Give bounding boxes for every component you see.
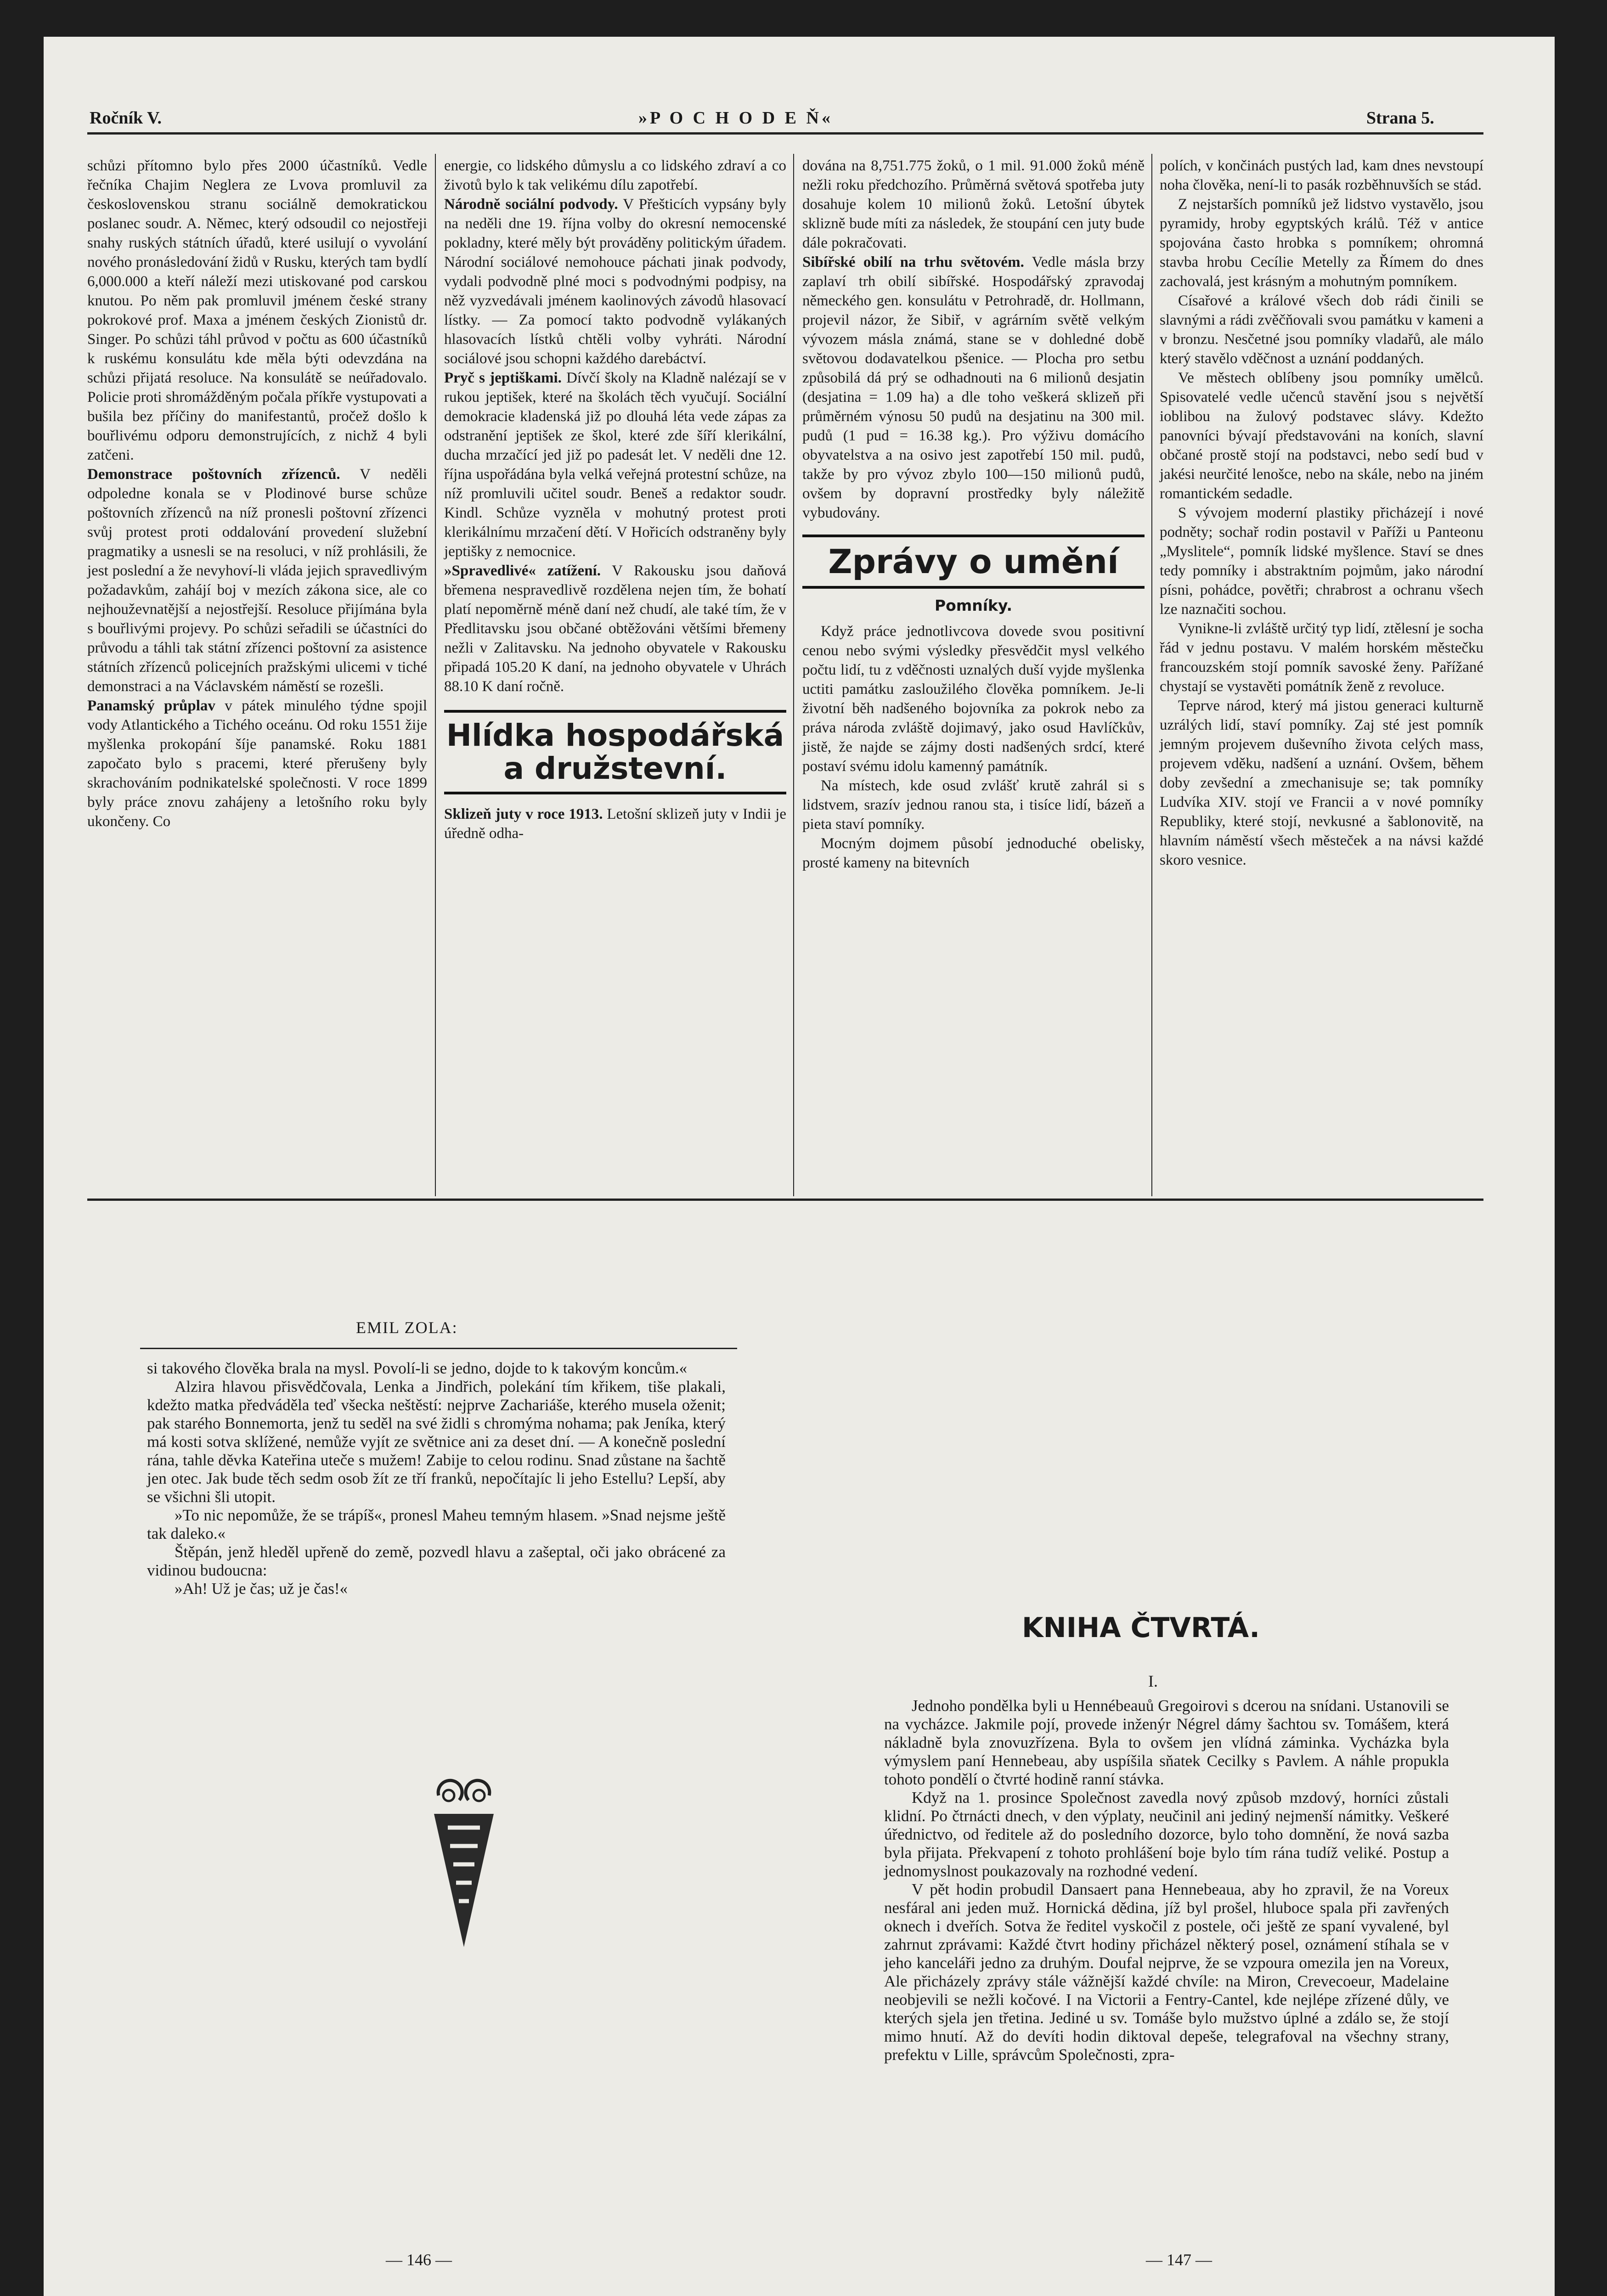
news-column-2 <box>444 156 786 843</box>
article-text: Když práce jednotlivcova dovede svou positivní cenou nebo svými výsledky přesvědčit mysl velkého počtu lidí, tu z vděčnosti uznalých duší vyjde myšlenka uctiti památku zasloužilého člověka pomníkem. Je-li životní běh nadšeného bojovníka za pokrok nebo za práva národa zvláště dojimavý, jako osud Havlíčkův, jistě, že najde se zájmy dosti nadšených srdcí, které postaví svému idolu kamenný památník. <box>802 623 1145 775</box>
article-heading: Sibířské obilí na trhu světovém. <box>802 254 1024 270</box>
article-text: Ve městech oblíbeny jsou pomníky umělců. Spisovatelé vedle učenců stavění jsou s největší ioblibou na žulový podstavec slávy. Kdežto panovníci bývají představováni na koních, slavní občané prostě stojí na podstavci, nebo sedí bud v jakési neurčité lenošce, nebo na skále, nebo na jiném romantickém sedadle. <box>1160 370 1483 502</box>
page-number-right: — 147 — <box>1146 2251 1212 2269</box>
article-text: V neděli odpoledne konala se v Plodinové burse schůze poštovních zřízenců na níž pronesli poštovní zřízenci svůj protest proti oddalování provedení služební pragmatiky a usnesli se na resoluci, v níž prohlásili, že jest poslední a že nevyhoví-li vláda jejich spravedlivým požadavkům, zahájí boj v mezích zákona sice, ale co nejhouževnatější a nejostřejší. Resoluce přijímána byla s bouřlivými projevy. Po schůzi seřadili se účastníci do průvodu a táhli tak státní zřízenci poštovní za asistence státních zřízenců policejních pražskými ulicemi v tiché demonstraci a na Václavském náměstí se rozešli. <box>87 466 427 695</box>
novel-paragraph: si takového člověka brala na mysl. Povolí-li se jedno, dojde to k takovým koncům.« <box>147 1359 688 1377</box>
article-text: Mocným dojmem působí jednoduché obelisky, prosté kameny na bitevních <box>802 835 1145 871</box>
novel-paragraph: »Ah! Už je čas; už je čas!« <box>175 1580 348 1598</box>
article-heading: Národně sociální podvody. <box>444 196 618 213</box>
volume-label: Ročník V. <box>90 108 162 128</box>
novel-paragraph: »To nic nepomůže, že se trápíš«, pronesl Maheu temným hlasem. »Snad nejsme ještě tak daleko.« <box>147 1506 726 1542</box>
article-heading: Sklizeň juty v roce 1913. <box>444 806 603 822</box>
column-divider <box>793 154 794 1196</box>
article-text: polích, v končinách pustých lad, kam dnes nevstoupí noha člověka, není-li to pasák rozběhnuvších se stád. <box>1160 158 1483 193</box>
article-body <box>444 561 786 696</box>
article-body <box>444 195 786 368</box>
article-text: Z nejstarších pomníků jež lidstvo vystavělo, jsou pyramidy, hroby egyptských králů. Též v antice spojována často hrobka s pomníkem; ohromná stavba hrobu Cecílie Metelly za Římem do dnes zachovalá, jest krásným a mohutným pomníkem. <box>1160 196 1483 290</box>
article-text: V Přešticích vypsány byly na neděli dne 19. října volby do okresní nemocenské pokladny, které měly být prováděny politickým úřadem. Národní sociálové nemohouce páchati jinak podvody, vydali podvodně plné moci s podvodnými podpisy, na něž vyzvedávali jménem kaolinových závodů hlasovací lístky. — Za pomocí takto podvodně vylákaných hlasovacích lístků chtěli volby vyhráti. Národní sociálové jsou schopni každého darebáctví. <box>444 196 787 367</box>
page-number-left: — 146 — <box>386 2251 452 2269</box>
article-heading: Pryč s jeptiškami. <box>444 370 562 386</box>
article-text: dována na 8,751.775 žoků, o 1 mil. 91.000 žoků méně nežli roku předchozího. Průměrná světová spotřeba juty dosahuje kolem 10 milionů žoků. Letošní úbytek sklizně bude míti za následek, že stoupání cen juty bude dále pokračovati. <box>802 158 1145 251</box>
column-divider <box>1151 154 1152 1196</box>
feuilleton-rule <box>87 1199 1483 1201</box>
novel-left-page <box>147 1359 726 1598</box>
news-column-3 <box>802 156 1145 872</box>
article-text: Vynikne-li zvláště určitý typ lidí, ztělesní je socha řád v jednu postavu. V malém horském městečku francouzském stojí pomník savoské ženy. Pařížané chystají se vystavěti pomátník ženě z revoluce. <box>1160 620 1483 695</box>
article-text: Vedle másla brzy zaplaví trh obilí sibířské. Hospodářský zpravodaj německého gen. konsulátu v Petrohradě, dr. Hollmann, projevil názor, že Sibiř, v agrárním světě velkým vývozem másla známá, stane se v dohledné době světovou dodavatelkou pšenice. — Plocha pro setbu způsobilá dá prý se odhadnouti na 6 milionů desjatin (desjatina = 1.09 ha) a dle toho veškerá sklizeň při průměrném výnosu 50 pudů na desjatinu na 300 mil. pudů (1 pud = 16.38 kg.). Pro výživu domácího obyvatelstva a na osivo jest zapotřebí 150 mil. pudů, takže by pro vývoz zbylo 100—150 milionů pudů, ovšem by dopravní prostředky byly náležitě vybudovány. <box>802 254 1145 521</box>
news-column-1 <box>87 156 427 831</box>
subsection-title: Pomníky. <box>934 597 1012 614</box>
article-text: v pátek minulého týdne spojil vody Atlantického a Tichého oceánu. Od roku 1551 žije myšlenka prokopání šíje panamské. Roku 1881 započato bylo s pracemi, které přerušeny byly skrachováním podnikatelské společnosti. V roce 1899 byly práce znovu zahájeny a letošního roku byly ukončeny. Co <box>87 698 428 830</box>
article-heading: Demonstrace poštovních zřízenců. <box>87 466 340 483</box>
page-label: Strana 5. <box>1366 108 1434 128</box>
novel-right-page <box>884 1697 1449 2064</box>
article-heading: Panamský průplav <box>87 698 215 714</box>
article-heading: »Spravedlivé« zatížení. <box>444 563 601 579</box>
article-body <box>87 696 427 831</box>
newspaper-page <box>44 37 1555 2296</box>
novel-paragraph: V pět hodin probudil Dansaert pana Hennebeaua, aby ho zpravil, že na Voreux nesfáral ani jeden muž. Hornická dědina, jíž byl prošel, hluboce spala při zavřených oknech i dveřích. Sotva že ředitel vyskočil z postele, oči ještě ze spaní vyvalené, byl zahrnut zprávami: Každé čtvrt hodiny přicházel některý posel, oznámení stíhala se v jeho kanceláři jedno za druhým. Doufal nejprve, že se vzpoura omezila jen na Voreux, Ale přicházely zprávy stále vážnější každé chvíle: na Miron, Crevecoeur, Madelaine neobjevili se nežli kočové. I na Victorii a Fentry-Cantel, kde nejlépe zřízené důly, ve kterých sjela jen třetina. Jediné u sv. Tomáše bylo mužstvo úplné a zdálo se, že stojí mimo hnutí. Až do devíti hodin diktoval depeše, telegrafoval na všechny strany, prefektu v Lille, správcům Společnosti, zpra- <box>884 1880 1449 2064</box>
section-heading-box <box>444 710 786 794</box>
novel-paragraph: Když na 1. prosince Společnost zavedla nový způsob mzdový, horníci zůstali klidní. Po čtrnácti dnech, v den výplaty, neučinil ani jediný nejmenší námitky. Veškeré úřednictvo, od ředitele až do posledního dozorce, bylo toho domnění, že nová sazba byla přijata. Překvapení z tohoto prohlášení boje bylo tím rána tudíž veliké. Postup a jednomyslnost poukazovaly na rozhodné vedení. <box>884 1789 1449 1880</box>
article-text: Dívčí školy na Kladně nalézají se v rukou jeptišek, které na školách těch vyučují. Sociální demokracie kladenská již po dlouhá léta vede zápas za odstranění jeptišek ze škol, které zde šíří klerikální, ducha mrzačící jed již po padesát let. V neděli dne 12. října uspořádána byla velká veřejná protestní schůze, na níž promluvili učitel soudr. Beneš a redaktor soudr. Kindl. Schůze vyzněla v mohutný protest proti klerikálnímu mrzačení dětí. V Hořicích odstraněny byly jeptišky z nemocnice. <box>444 370 787 560</box>
section-heading: Zprávy o umění <box>828 542 1119 581</box>
header-rule <box>87 132 1483 135</box>
article-text: S vývojem moderní plastiky přicházejí i nové podněty; sochař rodin postavil v Paříži u Panteonu „Myslitele“, pomník lidské myšlence. Staví se dnes tedy pomníky i abstraktním pojmům, jako národní písni, pohádce, povětři; chrabrost a ochranu všech lze naznačiti sochou. <box>1160 505 1483 618</box>
article-text: Císařové a králové všech dob rádi činili se slavnými a rádi zvěčňovali svou památku v kameni a v bronzu. Nesčetné jsou pomníky vladařů, ale málo který stavělo vděčnost a uznání poddaných. <box>1160 293 1483 367</box>
novel-paragraph: Štěpán, jenž hleděl upřeně do země, pozvedl hlavu a zašeptal, oči jako obrácené za vidinou budoucna: <box>147 1543 726 1579</box>
column-divider <box>435 154 436 1196</box>
article-body <box>444 368 786 561</box>
masthead-title: »P O C H O D E Ň« <box>638 108 833 128</box>
section-heading-box <box>802 535 1145 589</box>
article-text: V Rakousku jsou daňová břemena nespravedlivě rozdělena nejen tím, že bohatí platí nepoměrně méně daní než chudí, ale také tím, že v Předlitavsku jsou občané obtěžováni většími břemeny nežli v Zalitavsku. Na jednoho obyvatele v Rakousku připadá 105.20 K daní, na jednoho obyvatele v Uhrách 88.10 K daní ročně. <box>444 563 786 695</box>
article-text: schůzi přítomno bylo přes 2000 účastníků. Vedle řečníka Chajim Neglera ze Lvova promluvil za československou stranu sociálně demokratickou poslanec soudr. A. Němec, který odsoudil co nejostřeji snahy ruských státních úřadů, které usilují o vyvolání nového pronásledování židů v Rusku, kterých tam bydlí 6,000.000 a kteří náleží mezi utiskované pod carskou knutou. Po něm pak promluvil jménem české strany pokrokové prof. Maxa a jménem českých Zionistů dr. Singer. Po schůzi táhl průvod v počtu as 600 účastníků k ruskému konsulátu kde měla býti odevzdána na schůzi přijatá resoluce. Na konsulátě se neúřadovalo. Policie proti shromážděným počala příkře vystupovati a bušila bez příčiny do manifestantů, pročež došlo k bouřlivému odporu demonstrujících, z nichž 4 byli zatčeni. <box>87 158 427 463</box>
novel-header-rule <box>140 1348 737 1349</box>
article-text: Letošní sklizeň juty v Indii je úředně odha- <box>444 806 786 842</box>
news-column-4 <box>1160 156 1483 870</box>
article-text: energie, co lidského důmyslu a co lidského zdraví a co životů bylo k tak velikému dílu zapotřebí. <box>444 158 786 193</box>
article-body <box>87 465 427 696</box>
article-text: Na místech, kde osud zvlášť krutě zahrál si s lidstvem, srazív jednou ranou sta, i tisíce lidí, bázeň a pieta staví pomníky. <box>802 777 1145 833</box>
novel-paragraph: Jednoho pondělka byli u Hennébeauů Gregoirovi s dcerou na snídani. Ustanovili se na vycházce. Jakmile pojí, provede inženýr Négrel dámy šachtou sv. Tomášem, která nákladně byla znovuzřízena. Byla to ovšem jen vlídná záminka. Vycházka byla výmyslem paní Hennebeau, aby uspíšila sňatek Cecilky s Pavlem. A náhle propukla tohoto pondělí o čtvrté hodině ranní stávka. <box>884 1697 1449 1788</box>
article-text: Teprve národ, který má jistou generaci kulturně uzrálých lidí, staví pomníky. Zaj sté jest pomník jemným projevem duševního života celých mass, projevem vděku, nadšení a uznání. Ovšem, během doby zevšední a zmechanisuje se; tak pomníky Ludvíka XIV. stojí ve Francii a v nové pomníky Republiky, které stojí, nevkusné a šablonovitě, na hlavním náměstí všech městeček a na návsi každé skoro vesnice. <box>1160 698 1483 868</box>
novel-paragraph: Alzira hlavou přisvědčovala, Lenka a Jindřich, polekání tím křikem, tiše plakali, kdežto matka předváděla teď všecka neštěstí: nejprve Zachariáše, kterého musela oženit; pak starého Bonnemorta, jenž tu seděl na své židli s chromýma nohama; pak Jeníka, který má kosti sotva sklížené, nemůže vyjít ze světnice ani za deset dní. — A konečně poslední rána, tahle děvka Kateřina uteče s mužem! Zabije to celou rodinu. Snad zůstane na šachtě jen otec. Jak bude těch sedm osob žít ze tří franků, nepočítajíc li jeho Estellu? Lepší, aby se všichni šli utopit. <box>147 1378 726 1506</box>
article-body <box>444 805 786 843</box>
ornament-vignette <box>425 1777 503 1952</box>
book-title: KNIHA ČTVRTÁ. <box>1022 1612 1260 1644</box>
article-body <box>802 253 1145 523</box>
section-heading: Hlídka hospodářská a družstevní. <box>446 718 784 786</box>
novel-author: EMIL ZOLA: <box>356 1318 458 1337</box>
chapter-number: I. <box>1148 1672 1158 1690</box>
